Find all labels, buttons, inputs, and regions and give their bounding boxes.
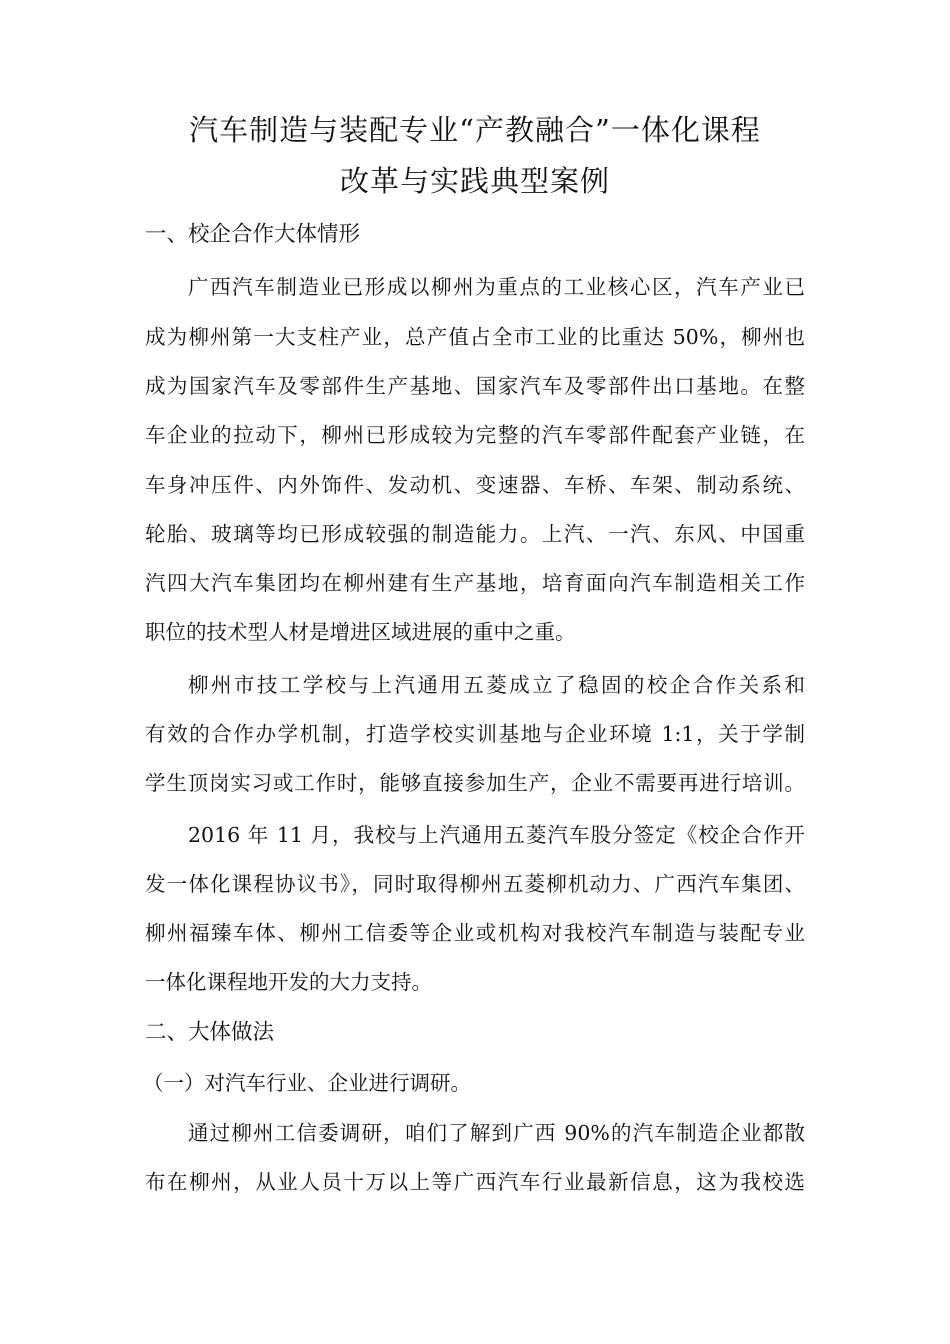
paragraph-line: 一体化课程地开发的大力支持。 xyxy=(145,970,432,994)
paragraph-line: 柳州福臻车体、柳州工信委等企业或机构对我校汽车制造与装配专业 xyxy=(145,921,805,945)
paragraph-line: 成为国家汽车及零部件生产基地、国家汽车及零部件出口基地。在整 xyxy=(145,374,805,398)
paragraph-line: 2016 年 11 月，我校与上汽通用五菱汽车股分签定《校企合作开 xyxy=(188,823,805,847)
document-title-line-2: 改革与实践典型案例 xyxy=(339,164,610,198)
paragraph-line: 柳州市技工学校与上汽通用五菱成立了稳固的校企合作关系和 xyxy=(188,673,805,697)
paragraph-line: 广西汽车制造业已形成以柳州为重点的工业核心区，汽车产业已 xyxy=(188,275,805,299)
paragraph-line: 通过柳州工信委调研，咱们了解到广西 90%的汽车制造企业都散 xyxy=(188,1121,805,1145)
paragraph-line: 车企业的拉动下，柳州已形成较为完整的汽车零部件配套产业链，在 xyxy=(145,423,805,447)
section-1-heading: 一、校企合作大体情形 xyxy=(145,222,361,247)
document-title-line-1: 汽车制造与装配专业“产教融合”一体化课程 xyxy=(189,113,761,147)
paragraph-line: 职位的技术型人材是增进区域进展的重中之重。 xyxy=(145,620,576,644)
paragraph-line: 轮胎、玻璃等均已形成较强的制造能力。上汽、一汽、东风、中国重 xyxy=(145,522,805,546)
paragraph-line: 车身冲压件、内外饰件、发动机、变速器、车桥、车架、制动系统、 xyxy=(145,473,805,497)
section-2-subheading: （一）对汽车行业、企业进行调研。 xyxy=(143,1071,471,1095)
paragraph-line: 发一体化课程协议书》，同时取得柳州五菱柳机动力、广西汽车集团、 xyxy=(145,872,805,896)
paragraph-line: 汽四大汽车集团均在柳州建有生产基地，培育面向汽车制造相关工作 xyxy=(145,571,805,595)
section-2-heading: 二、大体做法 xyxy=(145,1020,275,1045)
paragraph-line: 布在柳州，从业人员十万以上等广西汽车行业最新信息，这为我校选 xyxy=(145,1170,805,1194)
paragraph-line: 成为柳州第一大支柱产业，总产值占全市工业的比重达 50%，柳州也 xyxy=(145,325,805,349)
paragraph-line: 学生顶岗实习或工作时，能够直接参加生产，企业不需要再进行培训。 xyxy=(145,771,805,795)
paragraph-line: 有效的合作办学机制，打造学校实训基地与企业环境 1:1，关于学制 xyxy=(145,722,805,746)
